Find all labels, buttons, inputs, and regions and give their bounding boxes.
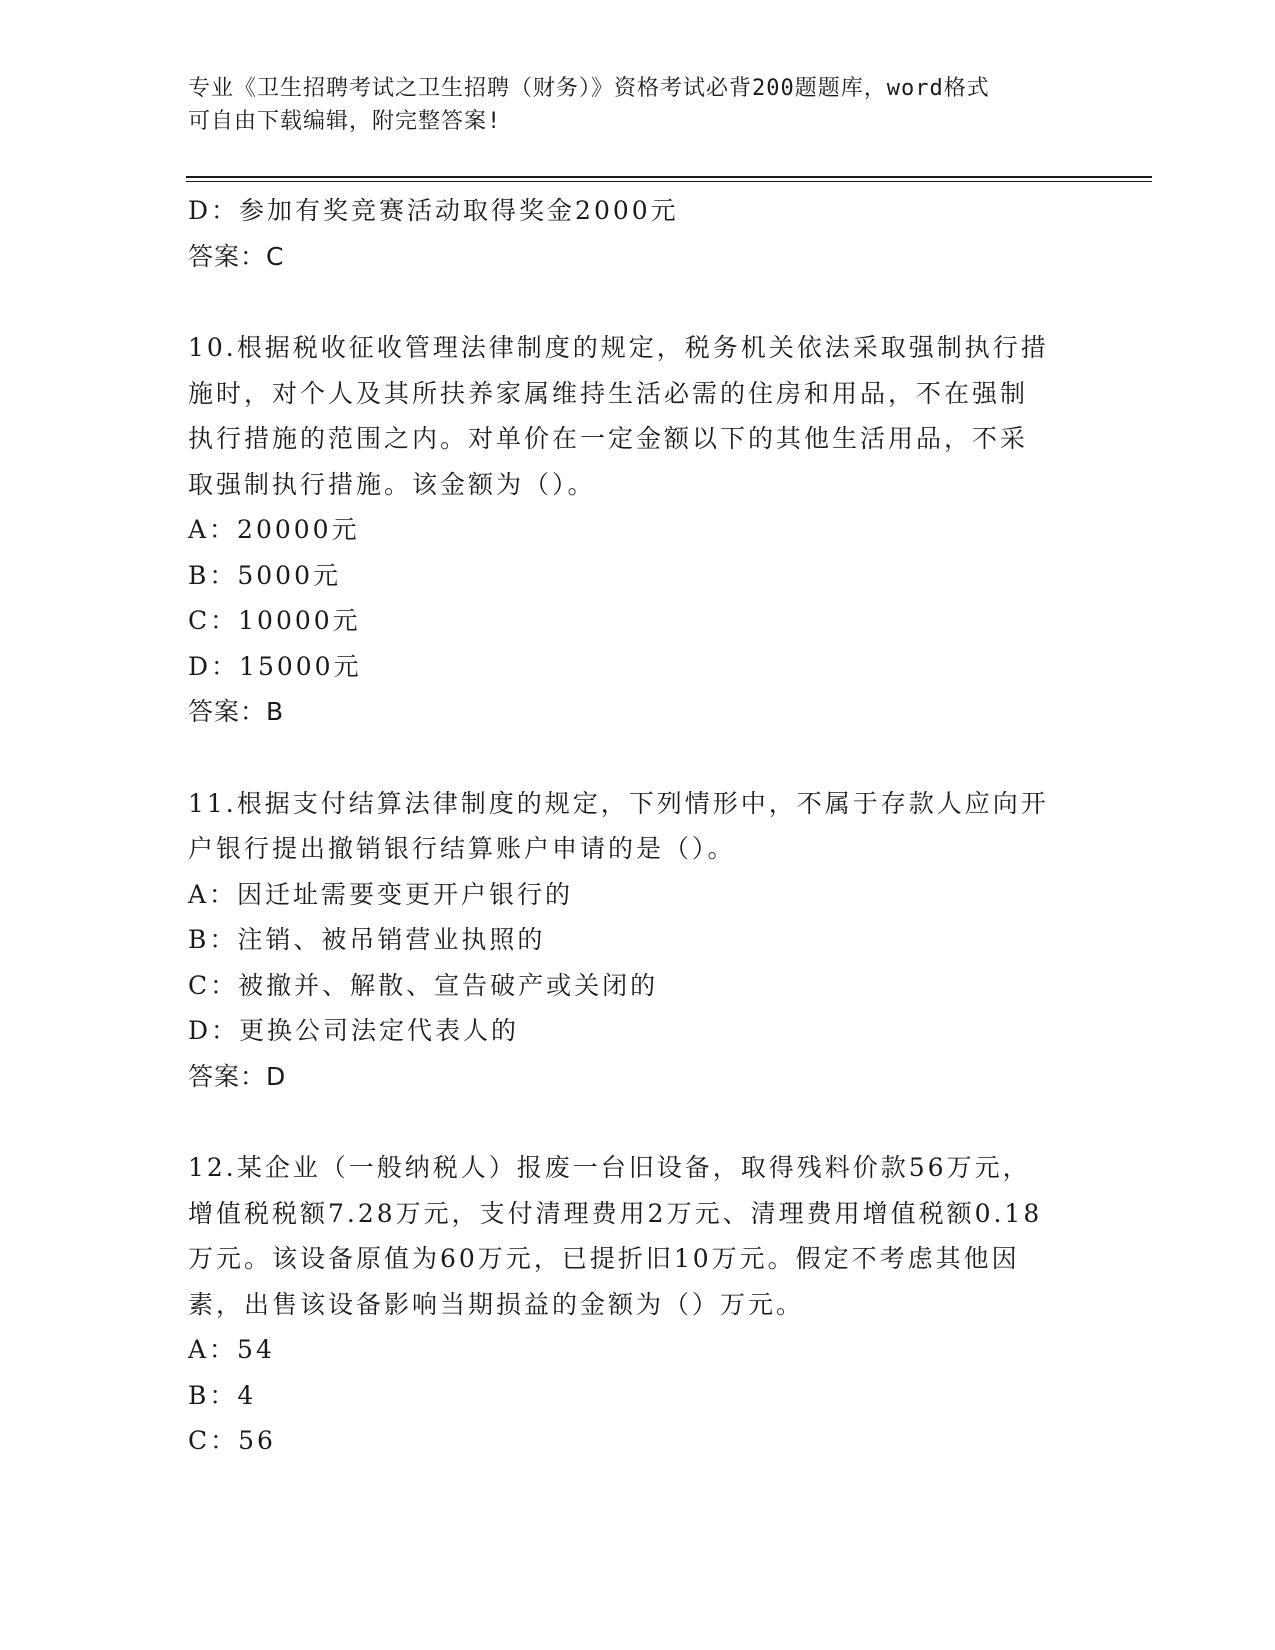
question-spacer bbox=[188, 279, 1088, 325]
question-12-stem-line-1: 12.某企业（一般纳税人）报废一台旧设备，取得残料价款56万元， bbox=[188, 1153, 1031, 1182]
question-11-option-b: B：注销、被吊销营业执照的 bbox=[188, 925, 546, 954]
question-spacer bbox=[188, 1099, 1088, 1145]
question-10 bbox=[188, 325, 1088, 735]
question-11-stem-line-2: 户银行提出撤销银行结算账户申请的是（）。 bbox=[188, 834, 736, 863]
question-11-option-c: C：被撤并、解散、宣告破产或关闭的 bbox=[188, 970, 659, 1000]
question-12-option-a: A：54 bbox=[188, 1335, 275, 1364]
header-title-line-2: 可自由下载编辑，附完整答案! bbox=[188, 109, 502, 134]
question-11-option-d: D：更换公司法定代表人的 bbox=[188, 1016, 520, 1045]
question-12 bbox=[188, 1145, 1088, 1464]
question-12-stem-line-2: 增值税税额7.28万元，支付清理费用2万元、清理费用增值税额0.18 bbox=[188, 1198, 1043, 1228]
prev-question-option-d: D：参加有奖竞赛活动取得奖金2000元 bbox=[188, 196, 679, 225]
question-12-option-c: C：56 bbox=[188, 1426, 276, 1455]
question-10-stem-line-2: 施时，对个人及其所扶养家属维持生活必需的住房和用品，不在强制 bbox=[188, 378, 1029, 408]
question-list bbox=[188, 188, 1088, 1464]
question-11-option-a: A：因迁址需要变更开户银行的 bbox=[188, 879, 574, 909]
question-12-option-b: B：4 bbox=[188, 1380, 257, 1410]
document-header bbox=[188, 72, 1108, 138]
question-11 bbox=[188, 781, 1088, 1100]
question-10-option-c: C：10000元 bbox=[188, 606, 361, 635]
question-10-option-a: A：20000元 bbox=[188, 515, 360, 544]
question-10-stem-line-4: 取强制执行措施。该金额为（）。 bbox=[188, 469, 596, 499]
question-12-stem-line-4: 素，出售该设备影响当期损益的金额为（）万元。 bbox=[188, 1289, 805, 1319]
question-10-answer: 答案：B bbox=[188, 697, 285, 726]
question-10-option-b: B：5000元 bbox=[188, 560, 341, 590]
header-divider-thin bbox=[186, 181, 1152, 182]
question-11-answer: 答案：D bbox=[188, 1061, 287, 1091]
question-10-stem-line-1: 10.根据税收征收管理法律制度的规定，税务机关依法采取强制执行措 bbox=[188, 333, 1049, 362]
prev-question-answer: 答案：C bbox=[188, 241, 285, 271]
header-divider-thick bbox=[186, 176, 1152, 178]
question-spacer bbox=[188, 735, 1088, 781]
question-12-stem-line-3: 万元。该设备原值为60万元，已提折旧10万元。假定不考虑其他因 bbox=[188, 1244, 1020, 1273]
question-10-stem-line-3: 执行措施的范围之内。对单价在一定金额以下的其他生活用品，不采 bbox=[188, 424, 1029, 453]
header-title-line-1: 专业《卫生招聘考试之卫生招聘（财务）》资格考试必背200题题库，word格式 bbox=[188, 76, 990, 101]
question-11-stem-line-1: 11.根据支付结算法律制度的规定，下列情形中，不属于存款人应向开 bbox=[188, 788, 1049, 818]
question-10-option-d: D：15000元 bbox=[188, 651, 362, 681]
